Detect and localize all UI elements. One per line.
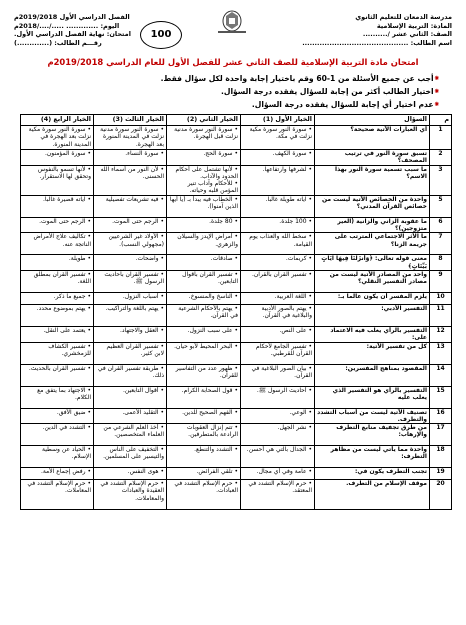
question-number: 13 xyxy=(430,342,452,364)
option-3: • الرجم حتى الموت. xyxy=(94,217,167,233)
option-1: • يهتم بالصور الأدبية والبلاغية في القرآن. xyxy=(241,304,315,326)
option-1: • تفسير القرآن بالقرآن. xyxy=(241,270,315,292)
question-number: 15 xyxy=(430,386,452,408)
table-row xyxy=(21,217,452,233)
option-2: • على سبب النزول. xyxy=(167,326,241,342)
option-4: • تفسير القرآن بالحديث. xyxy=(21,364,94,386)
option-1: • كريمات. xyxy=(241,255,315,271)
header-question: السؤال xyxy=(315,115,430,126)
option-2: • تتم إنزال العقوبات الرادعة بالمتطرفين. xyxy=(167,424,241,446)
school-name: مدرسة الدمعان للتعليم الثانوي xyxy=(355,13,452,21)
option-1: • نشر الجهل. xyxy=(241,424,315,446)
option-3: • التقليد الأعمى. xyxy=(94,408,167,424)
question-text: معنى قوله تعالى: ﴿وَأَنزَلْنَا فِيهَا آيَاتٍ بَيِّنَاتٍ﴾ xyxy=(315,255,430,271)
question-text: التفسير الأدبي: xyxy=(315,304,430,326)
table-row xyxy=(21,126,452,150)
question-text: موقف الإسلام من التطرف. xyxy=(315,480,430,510)
option-1: • بيان الصور البلاغية في القرآن. xyxy=(241,364,315,386)
option-2: • سورة الحج. xyxy=(167,150,241,166)
option-3: • سورة النساء. xyxy=(94,150,167,166)
option-4: • الحياد عن وسطية الإسلام. xyxy=(21,446,94,468)
option-2: • يهتم بالأحكام الشرعية في القرآن. xyxy=(167,304,241,326)
option-2: • الناسخ والمنسوخ. xyxy=(167,292,241,304)
question-text: التفسير بالرأي هو التفسير الذي يغلب عليه xyxy=(315,386,430,408)
question-text: ما عقوبة الزاني والزانية (الغير متزوجين)؟ xyxy=(315,217,430,233)
option-2: • سورة النور سورة مدنية نزلت قبل الهجرة. xyxy=(167,126,241,150)
option-4: • لأنها تسمو بالنفوس وتحقق لها الاستقرار. xyxy=(21,165,94,195)
option-1: • حرم الإسلام التشدد في المعتقد. xyxy=(241,480,315,510)
option-3: • أسباب النزول. xyxy=(94,292,167,304)
question-number: 5 xyxy=(430,195,452,217)
subject-line: المادة: التربية الإسلامية xyxy=(376,21,452,30)
option-3: • واضحات. xyxy=(94,255,167,271)
option-4: • تفسير الكشاف للزمخشري. xyxy=(21,342,94,364)
exam-title: امتحان مادة التربية الإسلامية للصف الثاني عشر للفصل الأول للعام الدراسي 2019/2018م xyxy=(47,57,419,67)
option-3: • تفسير القرآن العظيم لابن كثير. xyxy=(94,342,167,364)
instruction-3: ⁕عدم اختيار أي إجابة للسؤال يفقده درجة السؤال. xyxy=(251,100,440,109)
option-1: • آياته طويلة غالبا. xyxy=(241,195,315,217)
table-row xyxy=(21,150,452,166)
option-3: • سورة النور سورة مدنية نزلت في المدينة المنورة بعد الهجرة. xyxy=(94,126,167,150)
question-number: 20 xyxy=(430,480,452,510)
option-4: • آياته قصيرة غالبا. xyxy=(21,195,94,217)
header-option-2: الخيار الثاني (2) xyxy=(167,115,241,126)
option-4: • سورة المؤمنون. xyxy=(21,150,94,166)
question-text: تجنب التطرف يكون في: xyxy=(315,468,430,480)
option-1: • لشرفها وارتفاعها. xyxy=(241,165,315,195)
option-4: • ضيق الأفق. xyxy=(21,408,94,424)
option-3: • هوى النفس. xyxy=(94,468,167,480)
question-number: 16 xyxy=(430,408,452,424)
option-4: • الاجتهاد بما يتفق مع الكلام. xyxy=(21,386,94,408)
student-number-line: رقـــم الطالب: (.............) xyxy=(14,38,102,47)
option-1: • اللغة العربية. xyxy=(241,292,315,304)
option-3: • العقل والاجتهاد. xyxy=(94,326,167,342)
option-1: • الجدال بالتي هي أحسن. xyxy=(241,446,315,468)
student-name-line: اسم الطالب: ........................................... xyxy=(302,38,452,47)
question-text: يلزم المفسر أن يكون عالما بـ: xyxy=(315,292,430,304)
option-3: • فيه تشريعات تفصيلية xyxy=(94,195,167,217)
option-2: • البحر المحيط لأبو حيان. xyxy=(167,342,241,364)
table-row xyxy=(21,408,452,424)
option-1: • سخط الله والعذاب يوم القيامة. xyxy=(241,233,315,255)
instruction-1: ⁕أجب عن جميع الأسئلة من 1-60 وقم باختيار إجابة واحدة لكل سؤال فقط. xyxy=(160,74,440,83)
option-2: • الخطاب فيه يبدأ بـ (يا أيها الذين آمنوا). xyxy=(167,195,241,217)
question-number: 19 xyxy=(430,468,452,480)
question-text: كل من تفسير الآتية: xyxy=(315,342,430,364)
header-option-1: الخيار الأول (1) xyxy=(241,115,315,126)
school-info xyxy=(302,13,452,47)
option-2: • التشدد والتنطع. xyxy=(167,446,241,468)
table-row xyxy=(21,446,452,468)
table-row xyxy=(21,255,452,271)
table-row xyxy=(21,292,452,304)
question-number: 2 xyxy=(430,150,452,166)
header-option-3: الخيار الثالث (3) xyxy=(94,115,167,126)
table-row xyxy=(21,195,452,217)
exam-info xyxy=(14,13,131,47)
option-1: • الوعي. xyxy=(241,408,315,424)
question-text: ما الأثر الاجتماعي المترتب على جريمة الزنا؟ xyxy=(315,233,430,255)
option-4: • طويلة. xyxy=(21,255,94,271)
option-4: • حرم الإسلام التشدد في المعاملات. xyxy=(21,480,94,510)
question-number: 6 xyxy=(430,217,452,233)
table-row xyxy=(21,342,452,364)
header-option-4: الخيار الرابع (4) xyxy=(21,115,94,126)
question-number: 3 xyxy=(430,165,452,195)
option-2-continuation: • للأحكام وآداب تنير المؤمن قلبه وحياته. xyxy=(187,180,238,195)
score-box: 100 xyxy=(140,21,182,49)
option-4: • التشدد في الدين. xyxy=(21,424,94,446)
option-2: • أمراض الإيدز والسيلان والزهري. xyxy=(167,233,241,255)
question-text: المقصود بمناهج المفسرين: xyxy=(315,364,430,386)
option-4: • تفسير القرآن بمطلق اللغة. xyxy=(21,270,94,292)
question-number: 12 xyxy=(430,326,452,342)
table-row xyxy=(21,480,452,510)
instruction-2: ⁕اختيار الطالب أكثر من إجابة للسؤال يفقده درجة السؤال. xyxy=(220,87,440,96)
question-number: 17 xyxy=(430,424,452,446)
option-4: • سورة النور سورة مكية نزلت بعد الهجرة في المدينة المنورة. xyxy=(21,126,94,150)
table-row xyxy=(21,270,452,292)
option-3: • أقوال التابعين. xyxy=(94,386,167,408)
question-number: 18 xyxy=(430,446,452,468)
option-2: • ظهور عدد من التفاسير للقرآن. xyxy=(167,364,241,386)
header-number: م xyxy=(430,115,452,126)
option-2: • لأنها تشتمل على أحكام الحدود والآداب. • للأحكام وآداب تنير المؤمن قلبه وحياته. xyxy=(167,165,241,195)
option-2: • 80 جلدة. xyxy=(167,217,241,233)
exam-type-line: امتحان: نهاية الفصل الدراسي الأول. xyxy=(14,30,131,39)
table-row xyxy=(21,386,452,408)
question-text: التفسير بالرأي يغلب فيه الاعتماد على: xyxy=(315,326,430,342)
grade-line: الصف: الثاني عشر /.......... xyxy=(362,30,452,39)
question-number: 8 xyxy=(430,255,452,271)
question-number: 14 xyxy=(430,364,452,386)
school-emblem-icon xyxy=(212,8,252,36)
option-2: • تلقي الفرائض. xyxy=(167,468,241,480)
question-number: 1 xyxy=(430,126,452,150)
date-line: اليوم: ............. ...../..../2018م xyxy=(14,21,120,30)
option-1: • على النص. xyxy=(241,326,315,342)
table-row xyxy=(21,424,452,446)
table-row xyxy=(21,364,452,386)
question-number: 11 xyxy=(430,304,452,326)
semester-line: الفصل الدراسي الأول 2019/2018م xyxy=(14,13,130,21)
question-text: تصنيف الآتية ليست من أسباب التشدد والتطرف. xyxy=(315,408,430,424)
questions-table xyxy=(20,114,452,510)
option-1: • سورة الكهف. xyxy=(241,150,315,166)
question-number: 10 xyxy=(430,292,452,304)
option-3: • التخفيف على الناس والتيسير على المسلمين. xyxy=(94,446,167,468)
option-2: • تفسير القرآن بأقوال التابعين. xyxy=(167,270,241,292)
option-4: • يهتم بموضوع محدد. xyxy=(21,304,94,326)
question-text: ما سبب تسمية سورة النور بهذا الاسم؟ xyxy=(315,165,430,195)
option-3: • طريقة تفسير القرآن في ذلك. xyxy=(94,364,167,386)
table-row xyxy=(21,326,452,342)
question-text: واحدة من الخصائص الآتية ليست من خصائص القرآن المدني؟ xyxy=(315,195,430,217)
question-text: واحد من المصادر الآتية ليست من مصادر التفسير النقلي؟ xyxy=(315,270,430,292)
option-1: • أحاديث الرسول ﷺ. xyxy=(241,386,315,408)
option-3: • حرم الإسلام التشدد في العقيدة والعبادات والمعاملات. xyxy=(94,480,167,510)
table-row xyxy=(21,233,452,255)
option-3: • تفسير القرآن بأحاديث الرسول ﷺ. xyxy=(94,270,167,292)
table-row xyxy=(21,165,452,195)
option-1: • عامة وفي أي مجال. xyxy=(241,468,315,480)
table-header-row xyxy=(21,115,452,126)
option-4: • جميع ما ذكر. xyxy=(21,292,94,304)
option-4: • الرجم حتى الموت. xyxy=(21,217,94,233)
question-text: تسبق سورة النور في ترتيب المصحف؟ xyxy=(315,150,430,166)
option-4: • تكاليف علاج الأمراض الناتجة عنه. xyxy=(21,233,94,255)
option-2: • الفهم الصحيح للدين. xyxy=(167,408,241,424)
option-3: • يهتم باللغة والتراكيب. xyxy=(94,304,167,326)
option-1: • تفسير الجامع لأحكام القرآن للقرطبي. xyxy=(241,342,315,364)
option-1: • 100 جلدة. xyxy=(241,217,315,233)
question-text: أي العبارات الآتية صحيحة؟ xyxy=(315,126,430,150)
option-3: • أخذ العلم الشرعي من العلماء المتخصصين. xyxy=(94,424,167,446)
table-row xyxy=(21,304,452,326)
question-text: من طرق تجفيف منابع التطرف والإرهاب: xyxy=(315,424,430,446)
option-2: • حرم الإسلام التشدد في العبادات. xyxy=(167,480,241,510)
option-4: • يعتمد على النقل. xyxy=(21,326,94,342)
option-4: • رفض إجماع الأمة. xyxy=(21,468,94,480)
question-text: واحدة مما يأتي ليست من مظاهر التطرف: xyxy=(315,446,430,468)
table-row xyxy=(21,468,452,480)
option-3: • الأولاد غير الشرعيين (مجهولي النسب). xyxy=(94,233,167,255)
option-1: • سورة النور سورة مكية نزلت في مكة. xyxy=(241,126,315,150)
question-number: 9 xyxy=(430,270,452,292)
option-2: • صادقات. xyxy=(167,255,241,271)
option-3: • لأن النور من أسماء الله الحسنى. xyxy=(94,165,167,195)
option-2: • قول الصحابة الكرام. xyxy=(167,386,241,408)
question-number: 7 xyxy=(430,233,452,255)
